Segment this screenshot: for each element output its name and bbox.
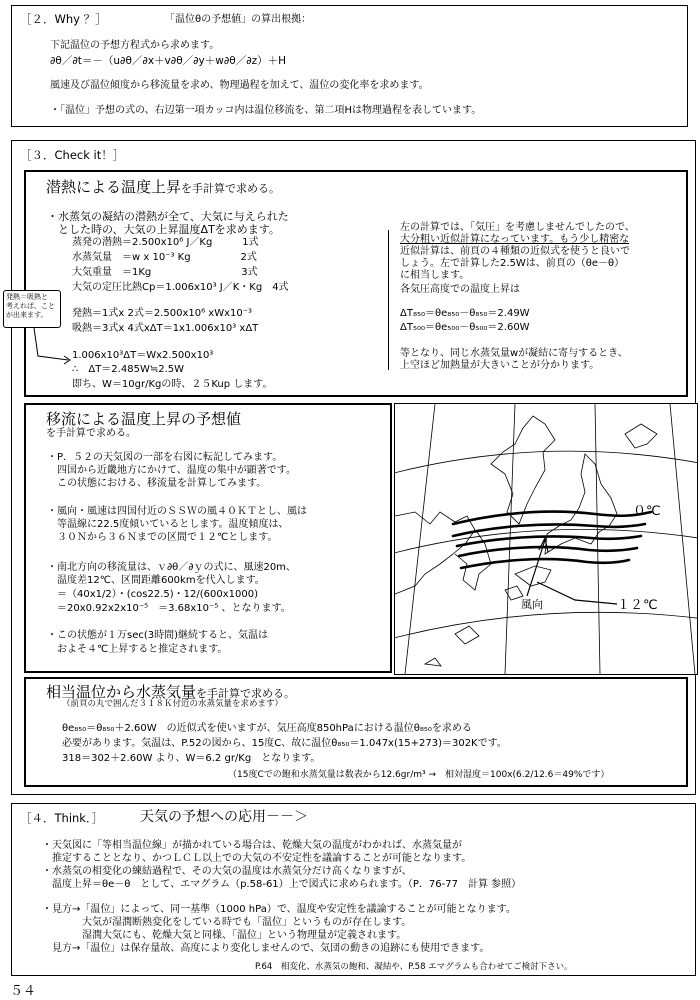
latent-right-line: しょう。左で計算した2.5Wは、前頁の（θe－θ）: [400, 258, 625, 269]
think-line: ・水蒸気の相変化の練結過程で、その大気の温度は水蒸気分だけ高くなりますが、: [42, 866, 412, 877]
latent-heat-title: [46, 178, 280, 196]
latent-line: 大気重量 ＝1Kg 3式: [72, 267, 258, 278]
latent-right-line: 左の計算では、「気圧」を考慮しませんでしたので、: [400, 222, 635, 233]
advection-line: ＝20x0.92x2x10⁻⁵ ＝3.68x10⁻⁵ 、となります。: [47, 603, 291, 614]
think-line: ・見方→「温位」によって、同一基準（1000 hPa）で、温度や安定性を議論することが可能となります。: [42, 904, 516, 915]
latent-note-line: 考えれば、こと: [6, 301, 55, 310]
latent-right-line: 上空ほど加熱量が大きいことが分かります。: [400, 360, 600, 371]
latent-right-line: に相当します。: [400, 270, 470, 281]
potential-temperature-equation: ∂θ／∂t＝－（u∂θ／∂x＋v∂θ／∂y＋w∂θ／∂z）＋H: [50, 55, 287, 67]
advection-subtitle: を手計算で求める。: [46, 428, 136, 439]
equiv-line: （15度Cでの飽和水蒸気量は数表から12.6gr/m³ → 相対湿度＝100x(6.2/12.6＝49%です）: [228, 770, 610, 780]
weather-map-drawing: [395, 404, 697, 674]
advection-line: およそ４℃上昇すると推定されます。: [47, 644, 228, 655]
latent-line: ・水蒸気の凝結の潜熱が全て、大気に与えられた: [47, 210, 289, 223]
advection-line: ・風向・風速は四国付近のＳＳＷの風４０ＫＴとし、風は: [47, 506, 307, 517]
think-line: 推定することとなり、かつＬＣＬ以上での大気の不安定性を議論することが可能となります。: [42, 853, 472, 864]
think-line: 温度上昇＝θe－θ として、エマグラム（p.58-61）上で図式に求められます。（P．76-77 計算 参照）: [42, 879, 522, 890]
latent-note-callout: [3, 290, 61, 328]
latent-line: 蒸発の潜熱＝2.500x10⁶ J／Kg 1式: [72, 237, 259, 248]
section-why-line-3: ・「温位」予想の式の、右辺第一項カッコ内は温位移流を、第二項Hは物理過程を表しています。: [50, 105, 482, 116]
section-why-line-1: 下記温位の予想方程式から求めます。: [50, 40, 220, 51]
advection-line: この状態における、移流量を計算してみます。: [47, 478, 267, 489]
latent-line: ∴ ΔT＝2.485W≒2.5W: [72, 364, 185, 375]
latent-divider: [388, 230, 389, 370]
equiv-line: 必要があります。気温は、P.52の図から、15度C、故に温位θ₈₅₀＝1.047x(15+273)＝302Kです。: [62, 738, 507, 749]
map-label-12c: １２℃: [617, 598, 658, 613]
advection-line: 等温線に22.5度傾いているとします。温度傾度は、: [47, 519, 289, 530]
page-number: ５４: [10, 984, 37, 999]
latent-heat-title-main: 潜熱による温度上昇: [46, 178, 182, 196]
latent-line: とした時の、大気の上昇温度ΔTを求めます。: [47, 223, 280, 236]
section-think-title: ［４．Think．］: [20, 811, 104, 825]
section-why-heading: 「温位θの予想値」の算出根拠：: [165, 14, 312, 25]
section-check-title: ［３．Check it！］: [20, 148, 125, 162]
think-footer: P.64 相変化、水蒸気の飽和、凝結や、P.58 エマグラムも合わせてご検討下さい。: [255, 962, 573, 972]
advection-line: ３０Ｎから３６Ｎまでの区間で１２℃とします。: [47, 532, 278, 543]
latent-note-line: が出来ます。: [6, 310, 48, 319]
equiv-subtitle: （前頁の丸で囲んだ３１８Ｋ付近の水蒸気量を求めます）: [62, 699, 284, 709]
latent-right-line: ΔT₅₀₀＝θe₅₀₀－θ₅₀₀＝2.60W: [400, 322, 530, 333]
map-label-0c: ０℃: [633, 504, 661, 519]
think-line: 見方→「温位」は保存量故、高度により変化しませんので、気団の動きの追跡にも使用できます。: [42, 943, 490, 954]
latent-line: 大気の定圧比熱Cp＝1.006x10³ J／K・Kg 4式: [72, 282, 289, 293]
latent-right-line: [400, 234, 629, 246]
latent-line: 吸熱＝3式x 4式xΔT＝1x1.006x10³ xΔT: [72, 323, 259, 334]
advection-line: ・南北方向の移流量は、ｖ∂θ／∂ｙの式に、風速20m、: [47, 562, 296, 573]
map-label-wind: 風向: [521, 598, 543, 611]
advection-line: ＝（40x1/2）・(cos22.5)・12/(600x1000): [47, 589, 258, 600]
think-line: ・天気図に「等相当温位線」が描かれている場合は、乾燥大気の温度がわかれば、水蒸気量が: [42, 840, 462, 851]
advection-line: 温度差12℃、区間距離600kmを代入します。: [47, 575, 265, 586]
latent-right-line: ΔT₈₅₀＝θe₈₅₀－θ₈₅₀＝2.49W: [400, 308, 530, 319]
note-arrow: [30, 326, 75, 366]
equiv-line: 318＝302＋2.60W より、W＝6.2 gr/Kg となります。: [62, 753, 321, 764]
latent-line: 1.006x10³ΔT＝Wx2.500x10³: [72, 350, 214, 361]
latent-right-line-part: 近似計算は、前頁の４種類の近似式を使うと良いで: [400, 246, 630, 257]
latent-right-line: 各気圧高度での温度上昇は: [400, 284, 520, 295]
equiv-title-main: 相当温位から水蒸気量: [46, 683, 197, 701]
think-line: 大気が湿潤断熱変化をしている時でも「温位」というものが存在します。: [42, 917, 412, 928]
weather-map: [394, 403, 698, 675]
section-think-heading: 天気の予想への応用－－＞: [140, 809, 308, 825]
think-line: 湿潤大気にも、乾燥大気と同様、「温位」という物理量が定義されます。: [42, 930, 407, 941]
advection-line: ・P．５２の天気図の一部を右図に転記してみます。: [47, 452, 283, 463]
equiv-title-suffix: を手計算で求める。: [196, 687, 296, 700]
latent-right-line: 等となり、同じ水蒸気量wが凝結に寄与するとき、: [400, 348, 628, 359]
advection-line: ・この状態が１万sec(3時間)継続すると、気温は: [47, 630, 269, 641]
latent-right-line: [400, 246, 630, 258]
latent-right-line-part: 大分粗い近似計算になっています。もう少し精密な: [400, 234, 630, 245]
latent-line: 即ち、W＝10gr/Kgの時、２５Kup します。: [72, 379, 273, 390]
latent-line: 水蒸気量 ＝w x 10⁻³ Kg 2式: [72, 252, 257, 263]
latent-line: 発熱＝1式x 2式＝2.500x10⁶ xWx10⁻³: [72, 308, 253, 319]
advection-line: 四国から近畿地方にかけて、温度の集中が顕著です。: [47, 465, 296, 476]
latent-heat-title-suffix: を手計算で求める。: [181, 182, 281, 195]
section-why-title: ［２．Why ？］: [20, 12, 107, 26]
advection-title: 移流による温度上昇の予想値: [46, 410, 242, 428]
latent-note-line: 発熱＝吸熱と: [6, 293, 48, 301]
section-why-line-2: 風速及び温位傾度から移流量を求め、物理過程を加えて、温位の変化率を求めます。: [50, 80, 429, 91]
equiv-line: θe₈₅₀＝θ₈₅₀＋2.60W の近似式を使いますが、気圧高度850hPaにおける温位θ₈₅₀を求める: [62, 723, 472, 734]
